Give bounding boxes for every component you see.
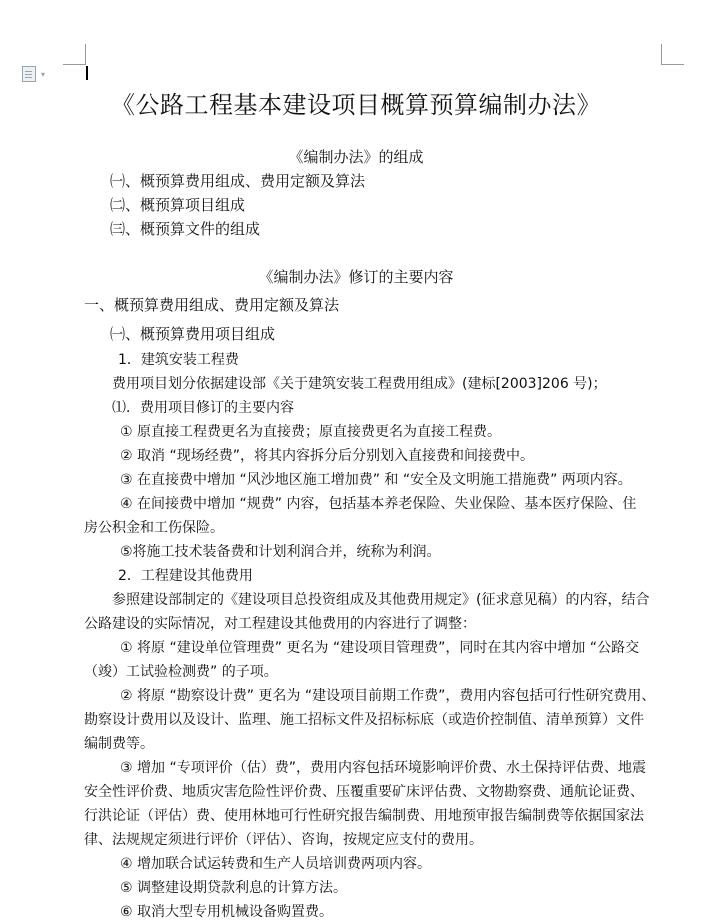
paragraph-line: ⑥ 取消大型专用机械设备购置费。: [120, 904, 334, 920]
paragraph-line: 房公积金和工伤保险。: [84, 520, 224, 536]
paragraph-line: 参照建设部制定的《建设项目总投资组成及其他费用规定》(征求意见稿）的内容，结合: [112, 592, 650, 608]
paragraph-line: ⑤ 调整建设期贷款利息的计算方法。: [120, 880, 348, 896]
paragraph-line: ④ 在间接费中增加 “规费” 内容，包括基本养老保险、失业保险、基本医疗保险、住: [120, 496, 637, 512]
list-item: ㈢、概预算文件的组成: [110, 220, 261, 238]
heading-level-1: 一、概预算费用组成、费用定额及算法: [84, 296, 340, 314]
heading-level-3: 2．工程建设其他费用: [118, 568, 253, 584]
document-icon[interactable]: [22, 66, 36, 82]
paragraph-line: ⑤将施工技术装备费和计划利润合并，统称为利润。: [120, 544, 441, 560]
heading-level-2: ㈠、概预算费用项目组成: [110, 325, 276, 343]
paragraph-line: 勘察设计费用以及设计、监理、施工招标文件及招标标底（或造价控制值、清单预算）文件: [84, 712, 644, 728]
text-cursor: [86, 66, 88, 80]
paragraph-line: ② 取消 “现场经费”，将其内容拆分后分别划入直接费和间接费中。: [120, 448, 534, 464]
document-title: 《公路工程基本建设项目概算预算编制办法》: [111, 91, 601, 119]
paragraph-line: ③ 在直接费中增加 “风沙地区施工增加费” 和 “安全及文明施工措施费” 两项内容。: [120, 472, 632, 488]
paragraph-line: 费用项目划分依据建设部《关于建筑安装工程费用组成》(建标[2003]206 号)；: [112, 376, 607, 392]
section-heading: 《编制办法》的组成: [288, 148, 424, 166]
heading-level-3: 1．建筑安装工程费: [118, 352, 239, 368]
paragraph-line: 编制费等。: [84, 736, 154, 752]
section-heading: 《编制办法》修订的主要内容: [258, 268, 454, 286]
list-item: ㈠、概预算费用组成、费用定额及算法: [110, 172, 366, 190]
paragraph-line: 律、法规规定须进行评价（评估）、咨询，按规定应支付的费用。: [84, 832, 483, 848]
page-corner-top-left: [63, 44, 86, 65]
dropdown-arrow-icon[interactable]: ▾: [41, 70, 46, 79]
paragraph-line: 行洪论证（评估）费、使用林地可行性研究报告编制费、用地预审报告编制费等依据国家法: [84, 808, 644, 824]
paragraph-line: ④ 增加联合试运转费和生产人员培训费两项内容。: [120, 856, 431, 872]
paragraph-line: ① 将原 “建设单位管理费” 更名为 “建设项目管理费”，同时在其内容中增加 “公路交: [120, 640, 640, 656]
heading-level-4: ⑴．费用项目修订的主要内容: [112, 400, 294, 416]
paragraph-line: 公路建设的实际情况，对工程建设其他费用的内容进行了调整：: [84, 616, 476, 632]
paragraph-line: 安全性评价费、地质灾害危险性评价费、压覆重要矿床评估费、文物勘察费、通航论证费、: [84, 784, 644, 800]
page-corner-top-right: [661, 44, 684, 65]
paragraph-line: ③ 增加 “专项评价（估）费”，费用内容包括环境影响评价费、水土保持评估费、地震: [120, 760, 646, 776]
paragraph-line: ① 原直接工程费更名为直接费；原直接费更名为直接工程费。: [120, 424, 501, 440]
paragraph-line: ② 将原 “勘察设计费” 更名为 “建设项目前期工作费”，费用内容包括可行性研究费用、: [120, 688, 656, 704]
list-item: ㈡、概预算项目组成: [110, 196, 246, 214]
paragraph-line: （竣）工试验检测费” 的子项。: [84, 664, 278, 680]
